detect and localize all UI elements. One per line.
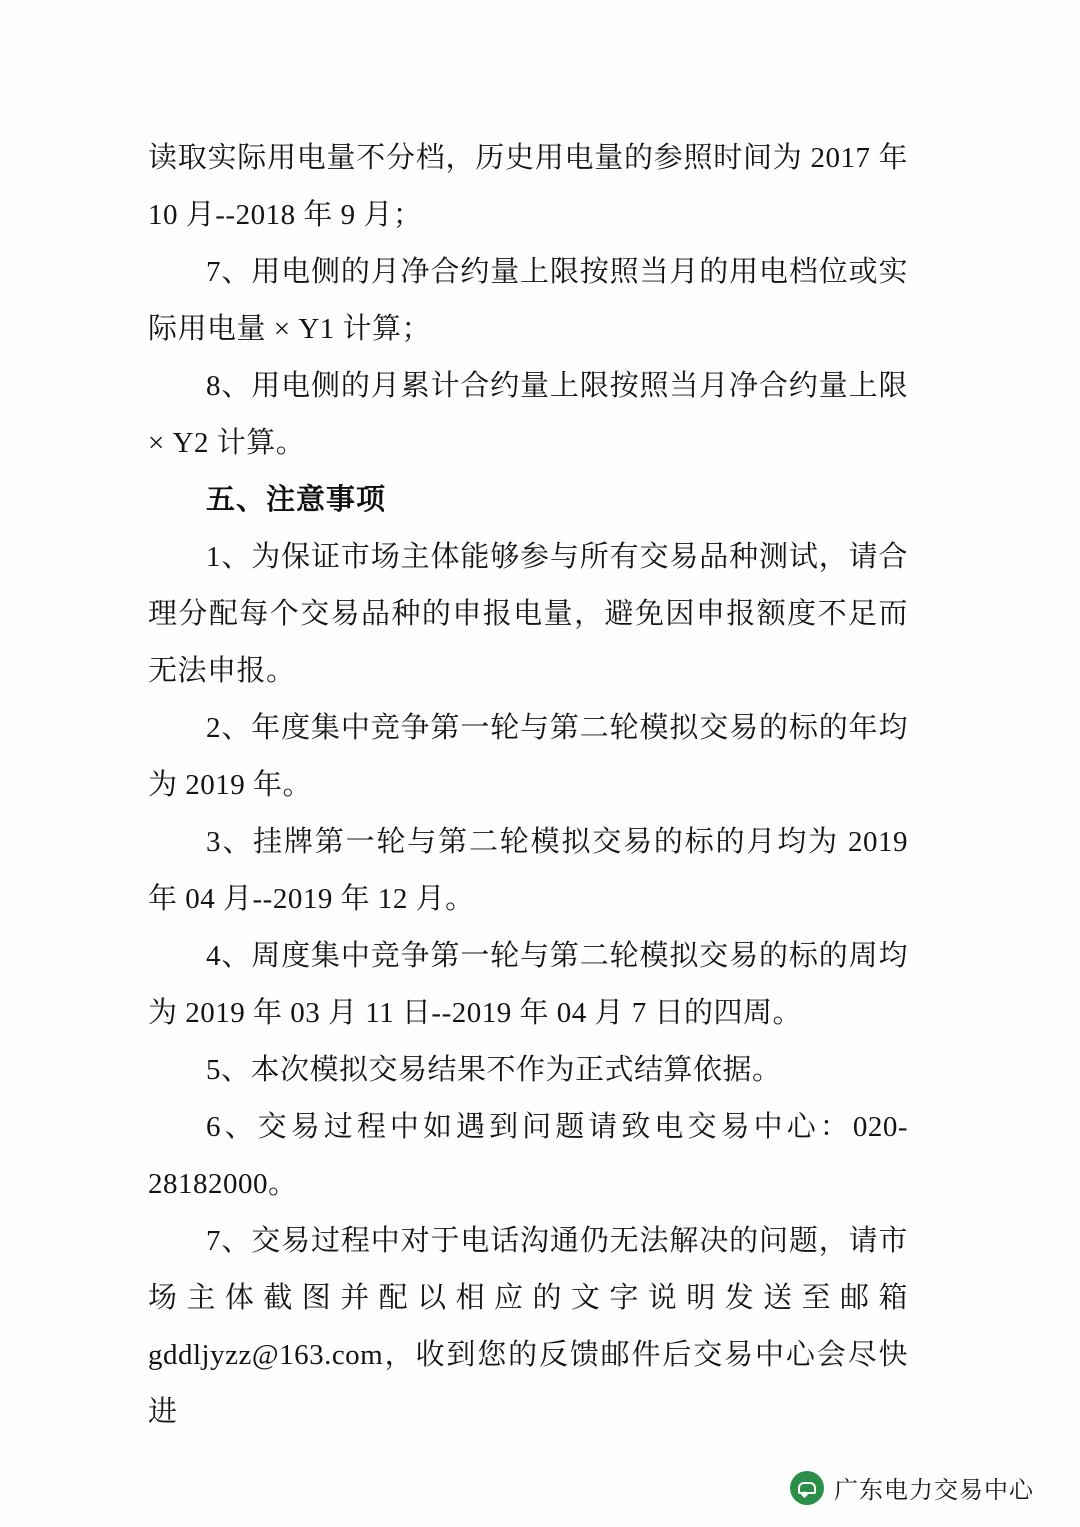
note-item-4: 4、周度集中竞争第一轮与第二轮模拟交易的标的周均为 2019 年 03 月 11 日--2019 年 04 月 7 日的四周。 (148, 940, 908, 1029)
note-item-6: 6、交易过程中如遇到问题请致电交易中心：020-28182000。 (148, 1111, 908, 1200)
document-body (148, 130, 908, 1441)
note-item-2: 2、年度集中竞争第一轮与第二轮模拟交易的标的年均为 2019 年。 (148, 712, 908, 801)
footer-label: 广东电力交易中心 (834, 1477, 1034, 1504)
wechat-official-account-icon (790, 1471, 824, 1505)
note-item-3: 3、挂牌第一轮与第二轮模拟交易的标的月均为 2019 年 04 月--2019 年 12 月。 (148, 826, 908, 915)
footer-watermark (790, 1470, 1034, 1505)
paragraph-continuation: 读取实际用电量不分档，历史用电量的参照时间为 2017 年 10 月--2018 年 9 月； (148, 142, 908, 231)
section-heading-notes: 五、注意事项 (206, 484, 387, 516)
paragraph-item-7: 7、用电侧的月净合约量上限按照当月的用电档位或实际用电量 × Y1 计算； (148, 256, 908, 345)
paragraph-item-8: 8、用电侧的月累计合约量上限按照当月净合约量上限 × Y2 计算。 (148, 370, 908, 459)
note-item-7: 7、交易过程中对于电话沟通仍无法解决的问题，请市场主体截图并配以相应的文字说明发送至邮箱 gddljyzz@163.com，收到您的反馈邮件后交易中心会尽快进 (148, 1225, 908, 1428)
note-item-5: 5、本次模拟交易结果不作为正式结算依据。 (206, 1054, 782, 1086)
note-item-1: 1、为保证市场主体能够参与所有交易品种测试，请合理分配每个交易品种的申报电量，避免因申报额度不足而无法申报。 (148, 541, 908, 687)
